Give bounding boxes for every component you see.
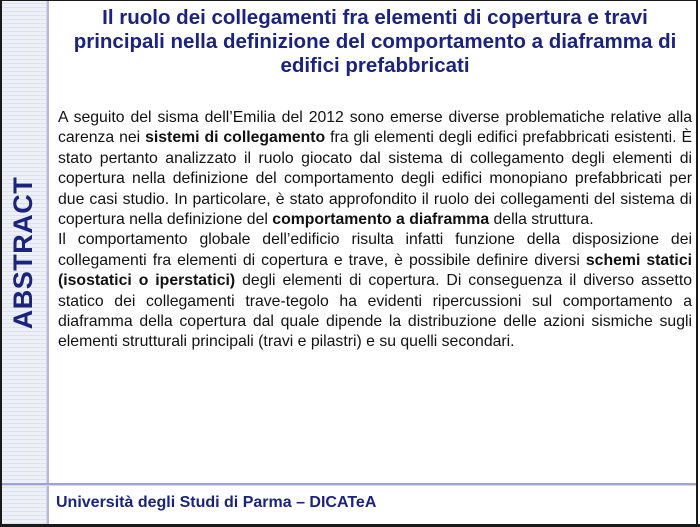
abstract-p2-bold: schemi statici (isostatici o iperstatici) (58, 251, 692, 290)
abstract-p1-text-c: della struttura. (489, 211, 594, 229)
abstract-p1-text-b: fra gli elementi degli edifici prefabbricati esistenti. È stato pertanto analizzato il ruolo giocato dal sistema di collegamento degli elementi di copertura nella definizione del comportamento degli edifici monopiano prefabbricati per due casi studio. In particolare, è stato approfondito il ruolo dei collegamenti del sistema di copertura nella definizione del (58, 129, 692, 229)
abstract-p1-bold-b: comportamento a diaframma (272, 211, 490, 229)
abstract-p1-bold-a: sistemi di collegamento (145, 129, 326, 147)
abstract-side-label: ABSTRACT (8, 176, 38, 330)
slide-title: Il ruolo dei collegamenti fra elementi di copertura e travi principali nella definizione del comportamento a diaframma di edifici prefabbricati (73, 6, 677, 77)
abstract-p1-text-a: A seguito del sisma dell’Emilia del 2012 sono emerse diverse problematiche relative alla carenza nei (58, 109, 692, 147)
abstract-p2-text-b: degli elementi di copertura. Di conseguenza il diverso assetto statico dei collegamenti trave-tegolo ha evidenti ripercussioni sul comportamento a diaframma della copertura dal quale dipende la distribuzione delle azioni sismiche sugli elementi strutturali principali (travi e pilastri) e su quelli secondari. (58, 272, 692, 351)
institution-footer: Università degli Studi di Parma – DICATeA (56, 494, 377, 511)
abstract-p2-text-a: Il comportamento globale dell’edificio risulta infatti funzione della disposizione dei collegamenti fra elementi di copertura e trave, è possibile definire diversi (58, 231, 692, 269)
